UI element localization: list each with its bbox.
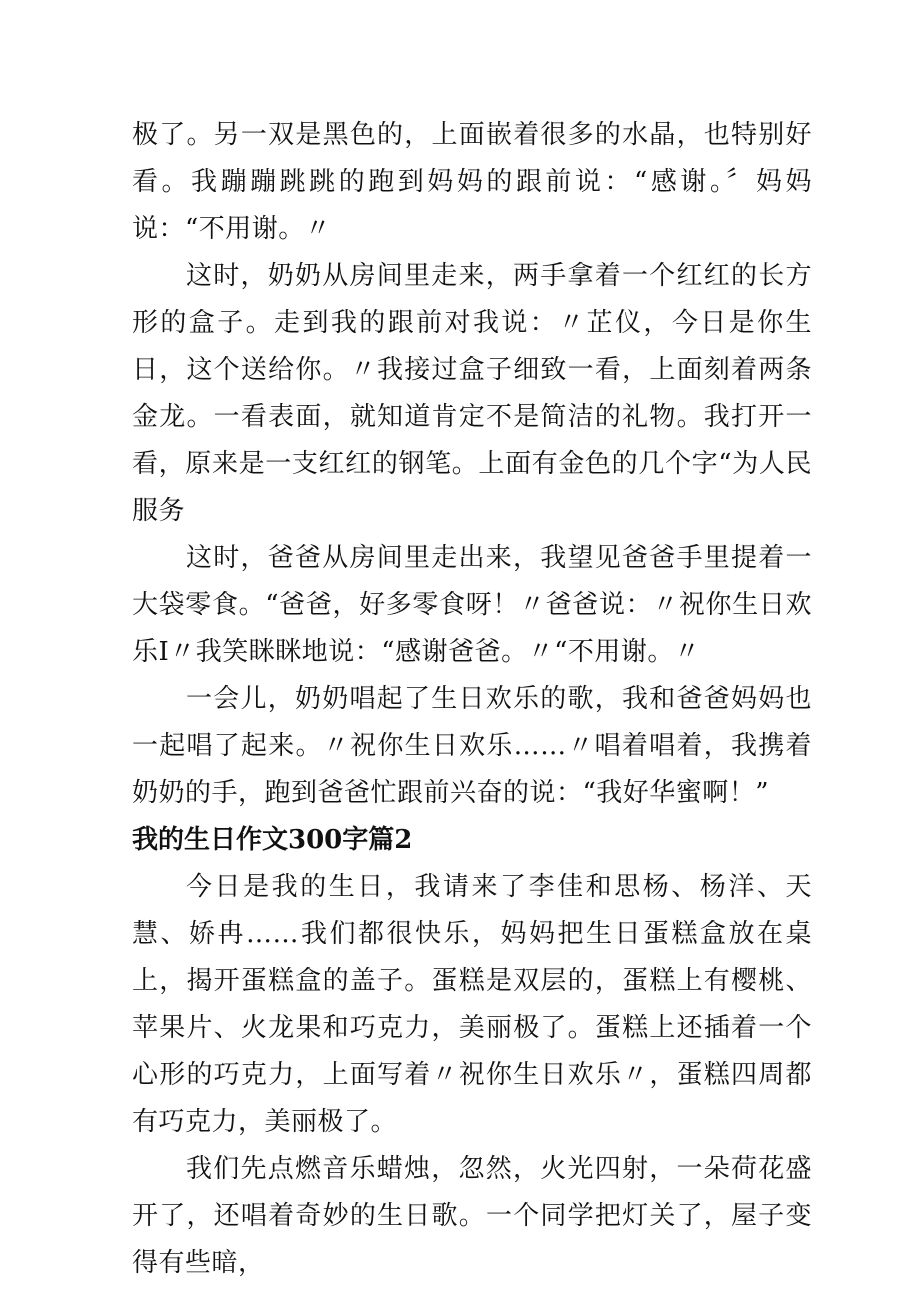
paragraph-4: 一会儿，奶奶唱起了生日欢乐的歌，我和爸爸妈妈也一起唱了起来。〃祝你生日欢乐……〃唱着唱着，我携着奶奶的手，跑到爸爸忙跟前兴奋的说：“我好华蜜啊！” <box>132 684 812 808</box>
paragraph-2: 这时，奶奶从房间里走来，两手拿着一个红红的长方形的盒子。走到我的跟前对我说：〃芷仪，今日是你生日，这个送给你。〃我接过盒子细致一看，上面刻着两条金龙。一看表面，就知道肯定不是简洁的礼物。我打开一看，原来是一支红红的钢笔。上面有金色的几个字“为人民服务 <box>132 261 812 526</box>
paragraph-6: 我们先点燃音乐蜡烛，忽然，火光四射，一朵荷花盛开了，还唱着奇妙的生日歌。一个同学把灯关了，屋子变得有些暗， <box>132 1154 812 1278</box>
paragraph-3: 这时，爸爸从房间里走出来，我望见爸爸手里提着一大袋零食。“爸爸，好多零食呀！〃爸爸说：〃祝你生日欢乐I〃我笑眯眯地说：“感谢爸爸。〃“不用谢。〃 <box>132 543 812 667</box>
paragraph-1: 极了。另一双是黑色的，上面嵌着很多的水晶，也特别好看。我蹦蹦跳跳的跑到妈妈的跟前说：“感谢。〞妈妈说：“不用谢。〃 <box>132 120 812 244</box>
section-heading: 我的生日作文300字篇2 <box>132 825 413 855</box>
document-body <box>132 112 812 1287</box>
paragraph-5: 今日是我的生日，我请来了李佳和思杨、杨洋、天慧、娇冉……我们都很快乐，妈妈把生日蛋糕盒放在桌上，揭开蛋糕盒的盖子。蛋糕是双层的，蛋糕上有樱桃、苹果片、火龙果和巧克力，美丽极了。蛋糕上还插着一个心形的巧克力，上面写着〃祝你生日欢乐〃，蛋糕四周都有巧克力，美丽极了。 <box>132 872 812 1137</box>
